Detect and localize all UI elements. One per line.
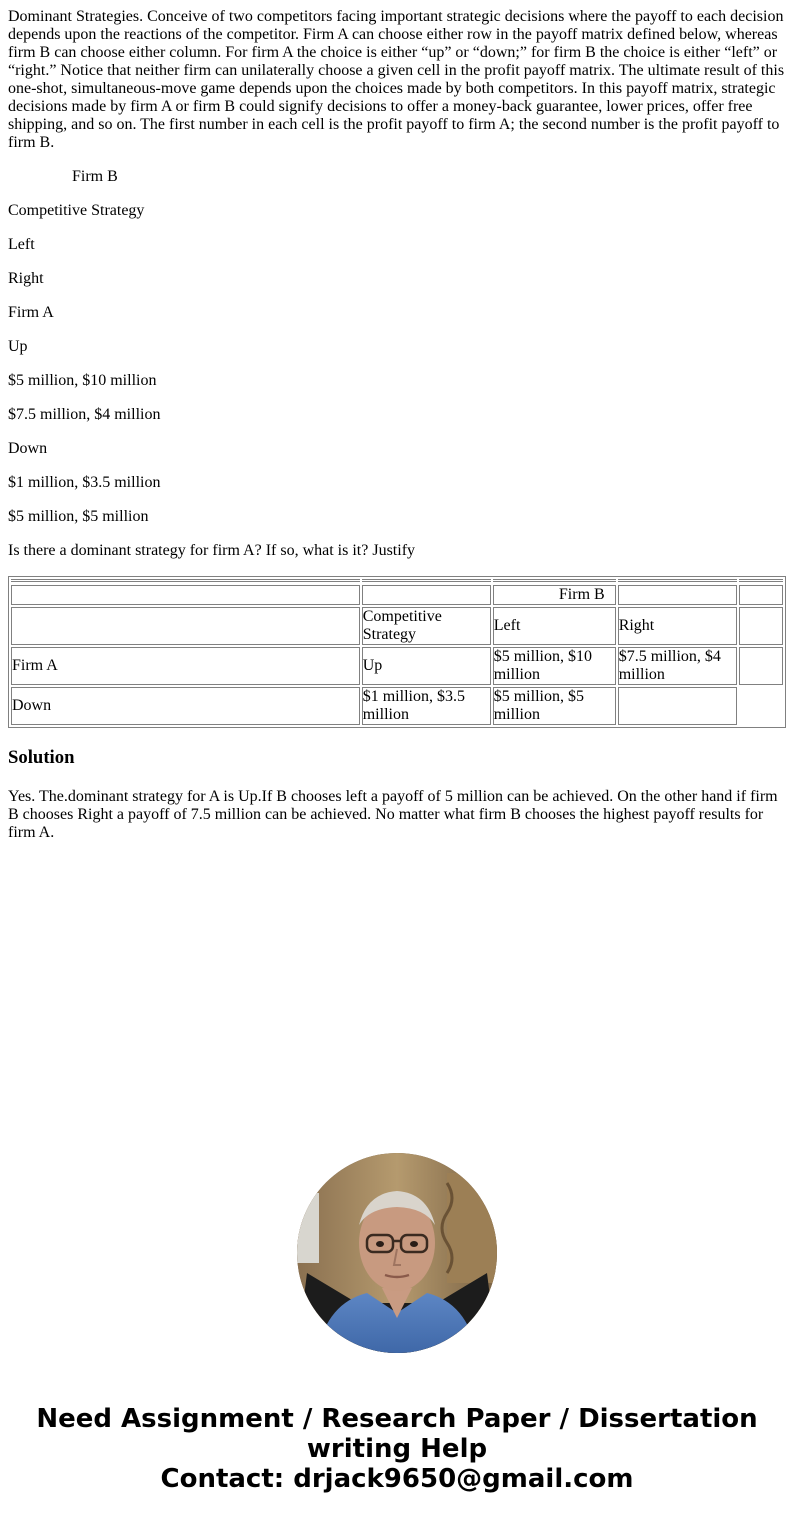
line-down-right: $5 million, $5 million: [8, 508, 149, 525]
line-up: Up: [8, 338, 28, 355]
table-cell: [739, 579, 783, 583]
line-up-left: $5 million, $10 million: [8, 372, 157, 389]
line-left: Left: [8, 236, 35, 253]
table-cell: [618, 687, 737, 725]
payoff-matrix-table: [8, 576, 786, 728]
promo-contact: Contact: drjack9650@gmail.com: [160, 1464, 634, 1494]
table-row: [11, 687, 783, 725]
author-avatar: [297, 1153, 497, 1353]
promo-line-1: Need Assignment / Research Paper / Dissertation: [36, 1404, 758, 1434]
table-cell: [11, 607, 360, 645]
table-cell: [739, 585, 783, 605]
solution-heading: Solution: [8, 747, 75, 768]
table-cell: [493, 579, 616, 583]
table-cell: [739, 687, 783, 725]
line-firm-a: Firm A: [8, 304, 54, 321]
line-down-left: $1 million, $3.5 million: [8, 474, 161, 491]
table-cell: [11, 585, 360, 605]
solution-text: Yes. The.dominant strategy for A is Up.If B chooses left a payoff of 5 million can be achieved. On the other hand if firm B chooses Right a payoff of 7.5 million can be achieved. No matter what firm B chooses the highest payoff results for firm A.: [8, 788, 778, 841]
line-competitive-strategy: Competitive Strategy: [8, 202, 145, 219]
promo-banner: [0, 1404, 794, 1494]
table-header-firm-a: Firm A: [11, 647, 360, 685]
table-cell: [739, 647, 783, 685]
author-avatar-image: [297, 1153, 497, 1353]
line-down: Down: [8, 440, 48, 457]
table-cell-up-left: $5 million, $10 million: [493, 647, 616, 685]
table-header-right: Right: [618, 607, 737, 645]
table-cell: [362, 585, 491, 605]
table-header-left: Left: [493, 607, 616, 645]
table-header-competitive-strategy: Competitive Strategy: [362, 607, 491, 645]
line-up-right: $7.5 million, $4 million: [8, 406, 161, 423]
promo-line-2: writing Help: [306, 1434, 488, 1464]
table-header-firm-b: Firm B: [493, 585, 616, 605]
table-cell: [11, 579, 360, 583]
table-row: [11, 579, 783, 583]
table-cell-up-right: $7.5 million, $4 million: [618, 647, 737, 685]
table-row: [11, 585, 783, 605]
table-row: [11, 647, 783, 685]
table-cell: [618, 579, 737, 583]
line-firm-b: Firm B: [72, 168, 118, 185]
table-row-label-up: Up: [362, 647, 491, 685]
document-content: [8, 8, 786, 842]
question: Is there a dominant strategy for firm A? If so, what is it? Justify: [8, 542, 416, 559]
table-cell-down-left: $1 million, $3.5 million: [362, 687, 491, 725]
table-cell: [362, 579, 491, 583]
table-cell: [618, 585, 737, 605]
intro-paragraph: Dominant Strategies. Conceive of two competitors facing important strategic decisions where the payoff to each decision depends upon the reactions of the competitor. Firm A can choose either row in the payoff matrix defined below, whereas firm B can choose either column. For firm A the choice is either “up” or “down;” for firm B the choice is either “left” or “right.” Notice that neither firm can unilaterally choose a given cell in the profit payoff matrix. The ultimate result of this one-shot, simultaneous-move game depends upon the choices made by both competitors. In this payoff matrix, strategic decisions made by firm A or firm B could signify decisions to offer a money-back guarantee, lower prices, offer free shipping, and so on. The first number in each cell is the profit payoff to firm A; the second number is the profit payoff to firm B.: [8, 8, 785, 151]
table-cell-down-right: $5 million, $5 million: [493, 687, 616, 725]
table-row: [11, 607, 783, 645]
line-right: Right: [8, 270, 44, 287]
table-row-label-down: Down: [11, 687, 360, 725]
table-cell: [739, 607, 783, 645]
